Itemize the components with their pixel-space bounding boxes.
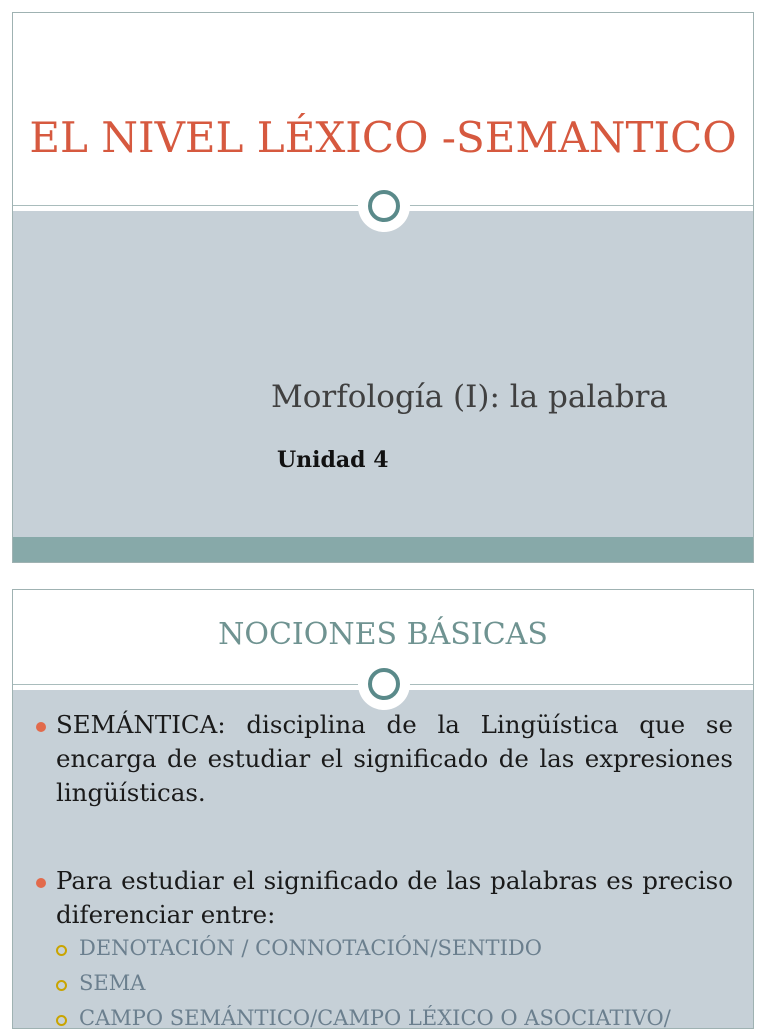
footer-bar	[13, 537, 753, 563]
bullet-dot-icon	[36, 878, 46, 888]
bullet-dot-icon	[36, 722, 46, 732]
hollow-circle-bullet-icon	[56, 945, 67, 956]
sub-item: SEMA	[79, 971, 146, 995]
slide-title: EL NIVEL LÉXICO -SEMANTICO	[29, 113, 737, 162]
bullet-item: Para estudiar el significado de las palabras es preciso diferenciar entre:	[56, 866, 733, 929]
title-slide	[12, 12, 754, 563]
sub-item: CAMPO SEMÁNTICO/CAMPO LÉXICO O ASOCIATIVO/	[79, 1006, 671, 1029]
bullet-item: SEMÁNTICA: disciplina de la Lingüística que se encarga de estudiar el significado de las expresiones lingüísticas.	[56, 710, 733, 807]
ring-ornament-icon	[368, 668, 400, 700]
content-panel	[13, 690, 753, 1029]
ring-ornament-icon	[368, 190, 400, 222]
section-title: NOCIONES BÁSICAS	[218, 617, 548, 652]
slide-subtitle: Morfología (I): la palabra	[271, 379, 668, 415]
content-panel	[13, 211, 753, 537]
hollow-circle-bullet-icon	[56, 1015, 67, 1026]
unit-label: Unidad 4	[277, 447, 389, 473]
sub-item: DENOTACIÓN / CONNOTACIÓN/SENTIDO	[79, 936, 542, 960]
title-header-area	[13, 13, 753, 205]
content-slide	[12, 589, 754, 1029]
hollow-circle-bullet-icon	[56, 980, 67, 991]
